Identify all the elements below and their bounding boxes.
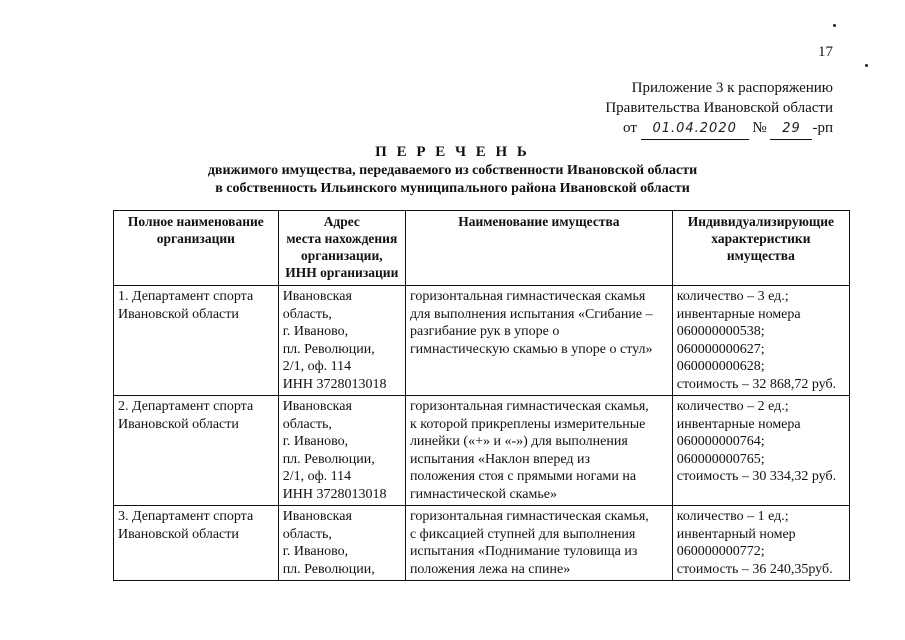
cell-text: Ивановская [282,509,352,524]
header-text: ИНН организации [285,265,399,280]
header-text: характеристики [711,231,811,246]
cell-text: г. Иваново, [282,544,349,559]
cell-text: гимнастической скамье» [409,486,557,502]
cell-text: стоимость – 32 868,72 руб. [676,376,837,392]
cell-text: положения стоя с прямыми ногами на [409,469,637,484]
cell-text: Ивановской области [118,306,239,322]
cell-address [278,396,405,506]
cell-text: к которой прикреплены измерительные [409,416,646,432]
header-address [278,211,405,286]
cell-text: испытания «Поднимание туловища из [409,544,638,559]
cell-address [278,286,405,396]
from-label: от [623,120,637,136]
cell-text: разгибание рук в упоре о [409,324,560,339]
cell-text: горизонтальная гимнастическая скамья [409,289,646,304]
cell-text: Ивановской области [118,526,239,542]
cell-text: 060000000764; [676,434,765,449]
cell-text: инвентарные номера [676,416,801,432]
table-row [114,286,850,396]
header-text: Адрес [323,214,360,229]
cell-property [405,286,672,396]
scan-mark [865,64,868,67]
cell-text: область, [282,306,332,322]
cell-text: Ивановская [282,399,352,414]
header-property [405,211,672,286]
header-characteristics [672,211,849,286]
cell-text: стоимость – 30 334,32 руб. [676,469,837,484]
cell-text: 060000000765; [676,451,765,467]
cell-org [114,396,279,506]
cell-text: положения лежа на спине» [409,561,571,577]
cell-text: 2/1, оф. 114 [282,359,352,374]
cell-text: инвентарный номер [676,526,796,542]
cell-text: г. Иваново, [282,434,349,449]
cell-text: количество – 1 ед.; [676,509,789,524]
handwritten-date: 01.04.2020 [641,119,749,140]
cell-text: г. Иваново, [282,324,349,339]
cell-property [405,396,672,506]
cell-org [114,286,279,396]
number-suffix: -рп [812,120,833,136]
appendix-date-line [623,118,833,140]
cell-text: 2/1, оф. 114 [282,469,352,484]
cell-text: горизонтальная гимнастическая скамья, [409,509,649,524]
cell-text: гимнастическую скамью в упоре о стул» [409,341,653,357]
header-text: Полное наименование [127,214,264,229]
cell-text: 060000000627; [676,341,765,357]
appendix-line-1: Приложение 3 к распоряжению [631,80,833,96]
cell-org [114,506,279,581]
appendix-header [605,78,833,140]
cell-characteristics [672,286,849,396]
header-text: организации, [301,248,383,263]
cell-text: испытания «Наклон вперед из [409,451,591,467]
cell-text: 060000000628; [676,359,765,374]
cell-text: с фиксацией ступней для выполнения [409,526,636,542]
document-subtitle [0,162,905,198]
subtitle-line-2: в собственность Ильинского муниципального района Ивановской области [215,181,690,196]
cell-address [278,506,405,581]
scan-mark [833,24,836,27]
header-text: организации [156,231,235,246]
cell-text: Ивановской области [118,416,239,432]
header-text: Наименование имущества [458,214,620,229]
page-number: 17 [818,44,833,60]
cell-text: количество – 3 ед.; [676,289,789,304]
appendix-line-2: Правительства Ивановской области [605,100,833,116]
header-org [114,211,279,286]
cell-text: линейки («+» и «-») для выполнения [409,434,628,449]
subtitle-line-1: движимого имущества, передаваемого из собственности Ивановской области [207,163,698,178]
property-table [113,210,850,581]
cell-text: 3. Департамент спорта [118,509,254,524]
cell-characteristics [672,396,849,506]
cell-text: 2. Департамент спорта [118,399,254,414]
cell-text: 060000000772; [676,544,765,559]
cell-text: область, [282,416,332,432]
cell-characteristics [672,506,849,581]
cell-text: ИНН 3728013018 [282,486,387,502]
cell-text: для выполнения испытания «Сгибание – [409,306,653,322]
cell-text: пл. Революции, [282,561,375,577]
header-text: Индивидуализирующие [687,214,835,229]
cell-text: 060000000538; [676,324,765,339]
cell-property [405,506,672,581]
cell-text: пл. Революции, [282,341,375,357]
header-text: места нахождения [286,231,398,246]
cell-text: горизонтальная гимнастическая скамья, [409,399,649,414]
number-label: № [752,120,767,136]
cell-text: ИНН 3728013018 [282,376,387,392]
document-title: П Е Р Е Ч Е Н Ь [375,144,530,160]
table-header-row [114,211,850,286]
cell-text: 1. Департамент спорта [118,289,254,304]
table-row [114,506,850,581]
handwritten-number: 29 [770,119,812,140]
cell-text: количество – 2 ед.; [676,399,789,414]
cell-text: Ивановская [282,289,352,304]
cell-text: область, [282,526,332,542]
cell-text: стоимость – 36 240,35руб. [676,561,833,577]
table-row [114,396,850,506]
header-text: имущества [726,248,795,263]
cell-text: инвентарные номера [676,306,801,322]
cell-text: пл. Революции, [282,451,375,467]
